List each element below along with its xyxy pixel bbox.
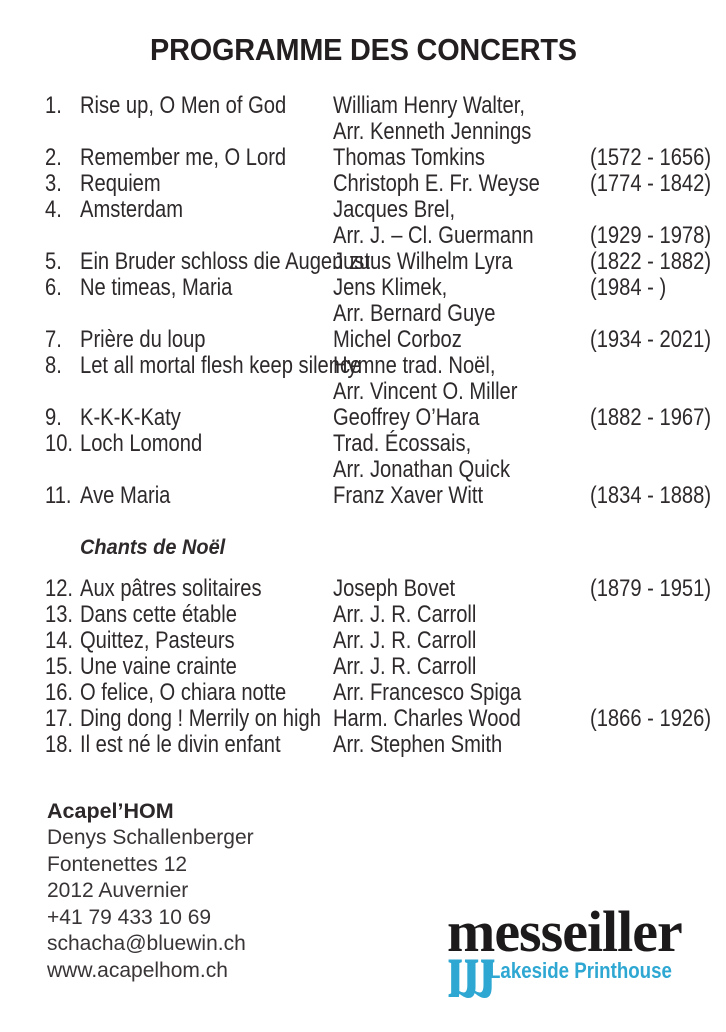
- programme-row: [45, 353, 726, 379]
- contact-person: Denys Schallenberger: [47, 826, 254, 849]
- programme-row: [45, 457, 726, 483]
- programme-row: [45, 483, 726, 509]
- contact-phone: +41 79 433 10 69: [47, 905, 212, 929]
- contact-city: 2012 Auvernier: [47, 879, 189, 902]
- item-composer: Franz Xaver Witt: [333, 482, 484, 509]
- item-number: 10.: [45, 430, 74, 457]
- item-title: Ave Maria: [80, 482, 171, 509]
- item-composer: Michel Corboz: [333, 326, 462, 353]
- programme-row: [45, 249, 726, 275]
- item-number: 18.: [45, 731, 74, 758]
- item-composer: Harm. Charles Wood: [333, 705, 521, 732]
- item-dates: (1834 - 1888): [590, 482, 712, 509]
- item-number: 8.: [45, 352, 62, 379]
- item-dates: (1879 - 1951): [590, 575, 712, 602]
- item-number: 14.: [45, 627, 74, 654]
- item-composer: Arr. J. R. Carroll: [333, 653, 477, 680]
- programme-row: [45, 223, 726, 249]
- item-dates: (1929 - 1978): [590, 222, 712, 249]
- item-title: Une vaine crainte: [80, 653, 237, 680]
- programme-row: [45, 275, 726, 301]
- contact-email: schacha@bluewin.ch: [47, 932, 246, 955]
- item-title: Remember me, O Lord: [80, 144, 287, 171]
- programme-list: [0, 93, 726, 509]
- item-composer: Trad. Écossais,: [333, 430, 472, 457]
- item-dates: (1866 - 1926): [590, 705, 712, 732]
- item-title: K-K-K-Katy: [80, 404, 181, 431]
- messeiller-wordmark: messeiller: [447, 899, 682, 964]
- programme-row: [45, 654, 726, 680]
- item-dates: (1882 - 1967): [590, 404, 712, 431]
- contact-name: Acapel’HOM: [47, 799, 174, 823]
- item-composer: Arr. J. – Cl. Guermann: [333, 222, 534, 249]
- item-number: 11.: [45, 482, 72, 509]
- item-dates: (1984 - ): [590, 274, 667, 301]
- programme-row: [45, 379, 726, 405]
- item-title: Requiem: [80, 170, 161, 197]
- item-dates: (1572 - 1656): [590, 144, 712, 171]
- page-title-text: PROGRAMME DES CONCERTS: [149, 32, 577, 67]
- programme-row: [45, 706, 726, 732]
- noel-list: [0, 576, 726, 758]
- messeiller-logo: [447, 899, 692, 1032]
- item-composer: Hymne trad. Noël,: [333, 352, 496, 379]
- programme-row: [45, 301, 726, 327]
- programme-row: [45, 602, 726, 628]
- item-title: O felice, O chiara notte: [80, 679, 287, 706]
- item-composer: Geoffrey O’Hara: [333, 404, 480, 431]
- item-composer: Arr. Kenneth Jennings: [333, 118, 532, 145]
- item-dates: (1822 - 1882): [590, 248, 712, 275]
- item-number: 6.: [45, 274, 62, 301]
- programme-row: [45, 93, 726, 119]
- page-title: [0, 0, 726, 68]
- item-dates: (1774 - 1842): [590, 170, 712, 197]
- programme-row: [45, 327, 726, 353]
- item-composer: Jens Klimek,: [333, 274, 448, 301]
- item-composer: Arr. Stephen Smith: [333, 731, 503, 758]
- item-number: 12.: [45, 575, 74, 602]
- item-title: Dans cette étable: [80, 601, 237, 628]
- item-composer: Joseph Bovet: [333, 575, 456, 602]
- programme-row: [45, 431, 726, 457]
- item-title: Amsterdam: [80, 196, 184, 223]
- contact-website: www.acapelhom.ch: [47, 958, 228, 982]
- item-title: Prière du loup: [80, 326, 206, 353]
- item-number: 15.: [45, 653, 74, 680]
- item-composer: Arr. J. R. Carroll: [333, 627, 477, 654]
- item-title: Rise up, O Men of God: [80, 92, 287, 119]
- item-title: Ding dong ! Merrily on high: [80, 705, 321, 732]
- item-number: 4.: [45, 196, 62, 223]
- programme-row: [45, 732, 726, 758]
- section-heading-text: Chants de Noël: [80, 536, 226, 559]
- programme-row: [45, 197, 726, 223]
- item-number: 7.: [45, 326, 62, 353]
- programme-row: [45, 145, 726, 171]
- item-title: Let all mortal flesh keep silence: [80, 352, 362, 379]
- item-number: 3.: [45, 170, 62, 197]
- item-number: 17.: [45, 705, 74, 732]
- item-title: Ne timeas, Maria: [80, 274, 233, 301]
- item-composer: Jacques Brel,: [333, 196, 456, 223]
- programme-row: [45, 628, 726, 654]
- item-number: 9.: [45, 404, 62, 431]
- programme-row: [45, 680, 726, 706]
- item-composer: Arr. Francesco Spiga: [333, 679, 522, 706]
- item-dates: (1934 - 2021): [590, 326, 712, 353]
- item-title: Aux pâtres solitaires: [80, 575, 262, 602]
- item-composer: Arr. Vincent O. Miller: [333, 378, 518, 405]
- item-number: 13.: [45, 601, 74, 628]
- item-composer: Arr. Jonathan Quick: [333, 456, 511, 483]
- item-composer: Christoph E. Fr. Weyse: [333, 170, 540, 197]
- programme-row: [45, 171, 726, 197]
- contact-street: Fontenettes 12: [47, 852, 188, 876]
- item-composer: William Henry Walter,: [333, 92, 525, 119]
- item-composer: Justus Wilhelm Lyra: [333, 248, 513, 275]
- item-number: 2.: [45, 144, 62, 171]
- item-title: Quittez, Pasteurs: [80, 627, 235, 654]
- item-title: Il est né le divin enfant: [80, 731, 281, 758]
- item-number: 1.: [45, 92, 62, 119]
- item-number: 5.: [45, 248, 62, 275]
- programme-row: [45, 405, 726, 431]
- section-heading: [80, 534, 726, 562]
- item-composer: Thomas Tomkins: [333, 144, 486, 171]
- item-title: Loch Lomond: [80, 430, 203, 457]
- item-title: Ein Bruder schloss die Augen zu: [80, 248, 371, 275]
- programme-row: [45, 119, 726, 145]
- item-composer: Arr. J. R. Carroll: [333, 601, 477, 628]
- reflected-m-icon: m: [447, 941, 496, 1032]
- logo-tagline: Lakeside Printhouse: [489, 958, 672, 983]
- item-composer: Arr. Bernard Guye: [333, 300, 496, 327]
- programme-row: [45, 576, 726, 602]
- item-number: 16.: [45, 679, 74, 706]
